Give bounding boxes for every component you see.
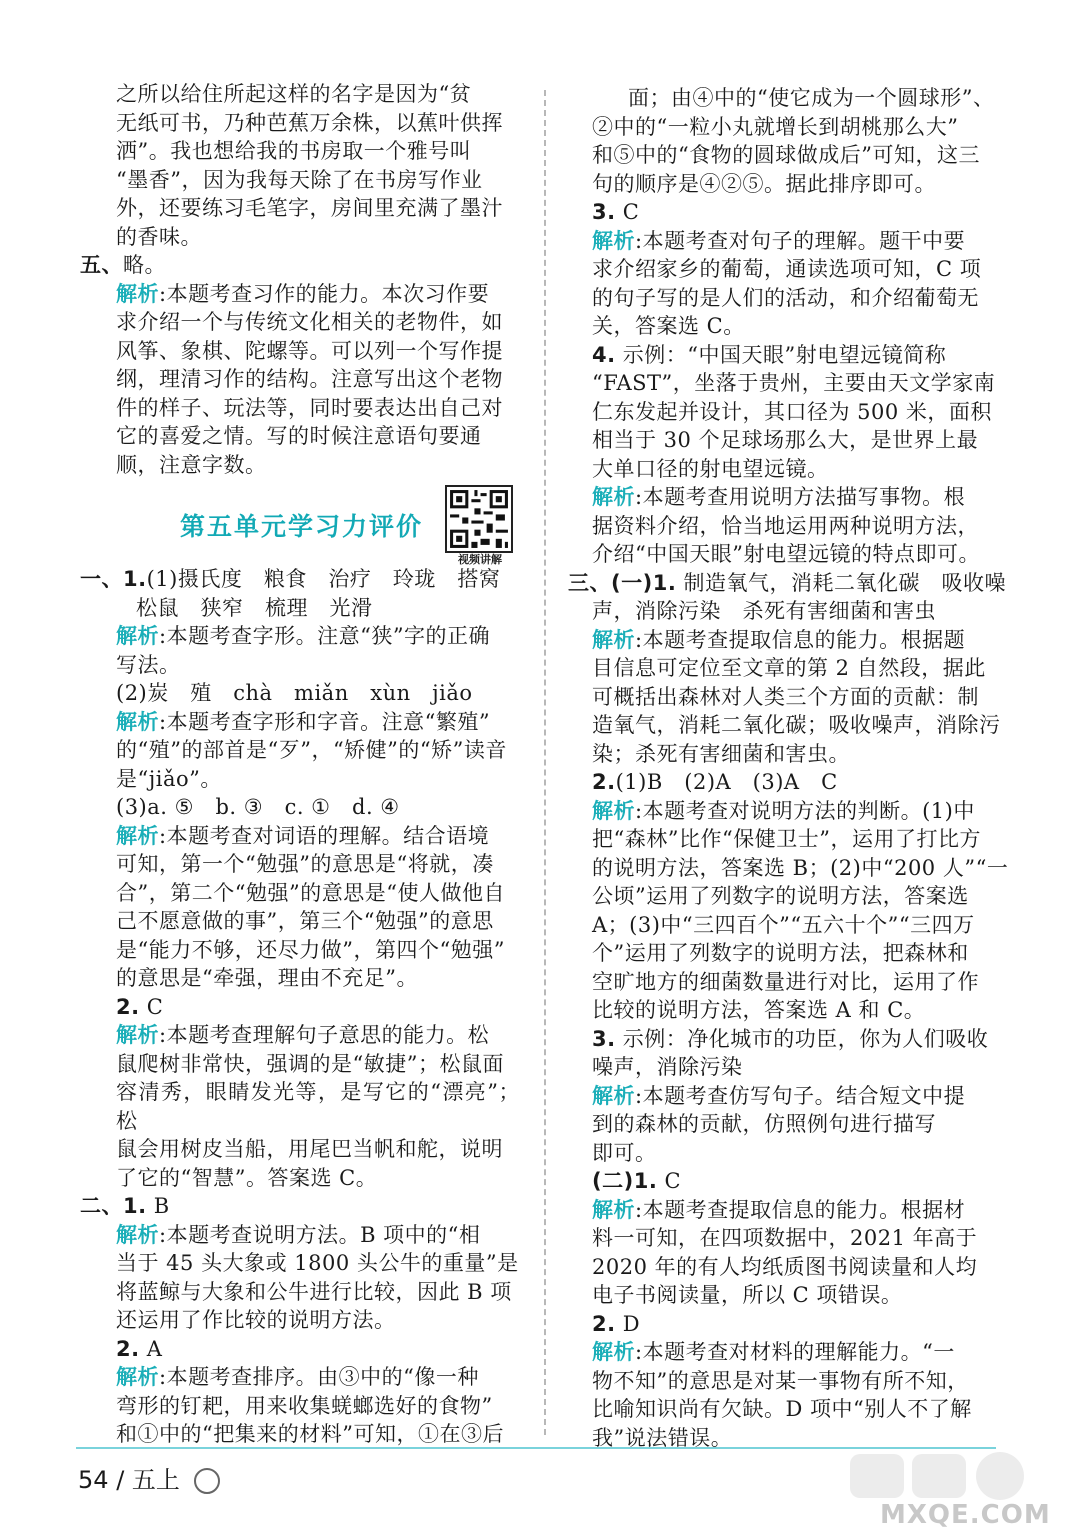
analysis-tag: 解析 <box>116 1222 159 1247</box>
unit-heading <box>80 485 520 566</box>
text-line: 鼠会用树皮当船，用尾巴当帆和舵，说明 <box>116 1137 503 1161</box>
answer-text: C <box>622 200 640 224</box>
text-line: 2020 年的有人均纸质图书阅读量和人均 <box>592 1254 978 1279</box>
answer-line: (3)a. ⑤ b. ③ c. ① d. ④ <box>116 795 400 819</box>
question-number: 2. <box>116 994 140 1019</box>
q2-line <box>80 1335 520 1364</box>
section-two-line <box>80 1192 520 1221</box>
text-line: 的“殖”的部首是“歹”，“矫健”的“矫”读音 <box>116 738 507 762</box>
analysis-tag: 解析 <box>592 798 635 823</box>
analysis-text: 本题考查对说明方法的判断。(1)中 <box>642 798 975 823</box>
text-line: 风筝、象棋、陀螺等。可以列一个写作提 <box>116 338 503 363</box>
colon: : <box>635 485 643 509</box>
text-line: 可概括出森林对人类三个方面的贡献：制 <box>592 684 979 709</box>
text-line: 公顷”运用了列数字的说明方法，答案选 <box>592 884 969 908</box>
analysis-tag: 解析 <box>592 1083 635 1108</box>
footer-separator: / <box>116 1466 125 1494</box>
text-line: 相当于 30 个足球场那么大，是世界上最 <box>592 428 979 452</box>
question-number: 2. <box>116 1336 140 1361</box>
section-three-line <box>568 569 1010 598</box>
unit-title: 第五单元学习力评价 <box>180 512 424 541</box>
answer-text: 示例：“中国天眼”射电望远镜简称 <box>622 342 947 367</box>
q1-1-line <box>80 565 520 594</box>
text-line: 件的样子、玩法等，同时要表达出自己对 <box>116 395 503 420</box>
text-line: 洒”。我也想给我的书房取一个雅号叫 <box>116 139 472 163</box>
analysis-line <box>80 1021 520 1050</box>
text-line: 比喻知识尚有欠缺。D 项中“别人不了解 <box>592 1397 972 1421</box>
colon: : <box>635 228 643 253</box>
analysis-line <box>592 1338 1010 1367</box>
text-line: 将蓝鲸与大象和公牛进行比较，因此 B 项 <box>116 1279 512 1304</box>
grade-label: 五上 <box>131 1466 180 1494</box>
colon: : <box>159 1222 167 1247</box>
text-line: 电子书阅读量，所以 C 项错误。 <box>592 1283 903 1307</box>
left-column <box>80 80 520 1449</box>
text-line: 当于 45 头大象或 1800 头公牛的重量”是 <box>116 1251 519 1275</box>
answer-text: (1)B (2)A (3)A C <box>615 770 838 794</box>
s3q2-line <box>592 768 1010 797</box>
question-number: 2. <box>592 1311 616 1336</box>
answer-text: D <box>622 1311 641 1336</box>
text-line: 可知，第一个“勉强”的意思是“将就，凑 <box>116 852 494 876</box>
text-line: 大单口径的射电望远镜。 <box>592 456 829 481</box>
text-line: 据资料介绍，恰当地运用两种说明方法， <box>592 513 979 538</box>
text-line: “FAST”，坐落于贵州，主要由天文学家南 <box>592 371 996 395</box>
text-line: 噪声，消除污染 <box>592 1055 743 1079</box>
q2-line <box>80 993 520 1022</box>
analysis-text: 本题考查习作的能力。本次习作要 <box>166 281 490 306</box>
text-line: 鼠爬树非常快，强调的是“敏捷”；松鼠面 <box>116 1051 504 1076</box>
analysis-tag: 解析 <box>592 228 635 253</box>
text-line: 了它的“智慧”。答案选 C。 <box>116 1165 378 1190</box>
analysis-tag: 解析 <box>116 281 159 306</box>
text-line: 我”说法错误。 <box>592 1425 733 1450</box>
text-line: 写法。 <box>116 652 181 677</box>
analysis-text: 本题考查字形。注意“狭”字的正确 <box>166 624 491 648</box>
text-line: 顺，注意字数。 <box>116 452 267 477</box>
text-line: 声，消除污染 杀死有害细菌和害虫 <box>592 599 936 623</box>
edition-badge-icon <box>194 1468 220 1494</box>
analysis-line <box>592 483 1010 512</box>
answer-text: C <box>664 1169 682 1193</box>
text-line: 求介绍家乡的葡萄，通读选项可知，C 项 <box>592 257 982 281</box>
text-line: 松鼠 狭窄 梳理 光滑 <box>136 595 373 620</box>
question-number: 4. <box>592 342 616 367</box>
analysis-text: 本题考查说明方法。B 项中的“相 <box>166 1222 481 1247</box>
qr-caption: 视频讲解 <box>458 553 502 566</box>
question-number: 1. <box>633 1169 658 1193</box>
answer-text: 示例：净化城市的功臣，你为人们吸收 <box>622 1026 989 1051</box>
text-line: 染；杀死有害细菌和害虫。 <box>592 741 850 766</box>
question-number: 1. <box>123 1194 147 1218</box>
text-line: 的意思是“牵强，理由不充足”。 <box>116 966 418 990</box>
section-label: 一、 <box>80 567 123 591</box>
analysis-text: 本题考查对句子的理解。题干中要 <box>642 228 966 253</box>
analysis-line <box>592 797 1010 826</box>
question-number: 3. <box>592 200 616 224</box>
text-line: 己不愿意做的事”，第三个“勉强”的意思 <box>116 909 494 933</box>
answer-text: 制造氧气，消耗二氧化碳 吸收噪 <box>683 570 1006 595</box>
text-line: 外，还要练习毛笔字，房间里充满了墨汁 <box>116 196 503 220</box>
colon: : <box>159 624 167 648</box>
text-line: 还运用了作比较的说明方法。 <box>116 1308 396 1332</box>
column-divider <box>544 90 546 1435</box>
text-line: 容清秀，眼睛发光等，是写它的“漂亮”；松 <box>116 1080 520 1133</box>
analysis-line <box>592 1082 1010 1111</box>
analysis-line <box>592 227 1010 256</box>
analysis-tag: 解析 <box>592 1340 635 1364</box>
answer-text: (1)摄氏度 粮食 治疗 玲珑 搭窝 <box>146 567 501 591</box>
section-label: 三、 <box>568 570 611 595</box>
analysis-text: 本题考查提取信息的能力。根据题 <box>642 627 966 652</box>
s3b1-line <box>592 1167 1010 1196</box>
qr-code-icon[interactable] <box>445 485 513 553</box>
analysis-text: 本题考查用说明方法描写事物。根 <box>642 485 966 509</box>
text-line: 句的顺序是④②⑤。据此排序即可。 <box>592 171 936 196</box>
question-number: 3. <box>592 1026 616 1051</box>
page-footer <box>78 1460 220 1495</box>
colon: : <box>635 1083 643 1108</box>
analysis-tag: 解析 <box>116 709 159 734</box>
question-number: 1. <box>123 567 147 591</box>
analysis-text: 本题考查字形和字音。注意“繁殖” <box>166 709 491 734</box>
text-line: 空旷地方的细菌数量进行对比，运用了作 <box>592 969 979 994</box>
text-line: 合”，第二个“勉强”的意思是“使人做他自 <box>116 880 505 905</box>
q3-line <box>592 198 1010 227</box>
colon: : <box>635 1340 643 1364</box>
question-number: 2. <box>592 770 616 794</box>
text-line: 料一可知，在四项数据中，2021 年高于 <box>592 1226 978 1250</box>
text-line: 关，答案选 C。 <box>592 314 745 338</box>
q4-line <box>592 341 1010 370</box>
colon: : <box>159 1023 167 1047</box>
text-line: 和⑤中的“食物的圆球做成后”可知，这三 <box>592 143 980 167</box>
analysis-tag: 解析 <box>116 1023 159 1047</box>
text-line: 是“jiǎo”。 <box>116 766 222 791</box>
analysis-tag: 解析 <box>592 1197 635 1222</box>
analysis-text: 本题考查对材料的理解能力。“一 <box>642 1340 955 1364</box>
section-five <box>80 251 520 280</box>
analysis-line <box>80 822 520 851</box>
section-label: 二、 <box>80 1194 123 1218</box>
colon: : <box>635 798 643 823</box>
subsection-label: (一) <box>611 570 653 595</box>
answer-text: B <box>153 1194 170 1218</box>
text-line: 它的喜爱之情。写的时候注意语句要通 <box>116 424 482 448</box>
page-number: 54 <box>78 1466 109 1494</box>
colon: : <box>635 627 643 652</box>
text-line: 面；由④中的“使它成为一个圆球形”、 <box>628 86 995 110</box>
colon: : <box>159 1365 167 1389</box>
text-line: 造氧气，消耗二氧化碳；吸收噪声，消除污 <box>592 713 1001 737</box>
colon: : <box>159 281 167 306</box>
section-label: 五、 <box>80 253 123 277</box>
text-line: 是“能力不够，还尽力做”，第四个“勉强” <box>116 937 505 962</box>
answer-text: A <box>146 1336 163 1361</box>
analysis-tag: 解析 <box>592 627 635 652</box>
text-line: 到的森林的贡献，仿照例句进行描写 <box>592 1112 936 1136</box>
text-line: “墨香”，因为我每天除了在书房写作业 <box>116 167 483 192</box>
answer-text: C <box>146 994 164 1019</box>
answer-text: 略。 <box>123 253 166 277</box>
analysis-line <box>80 1221 520 1250</box>
text-line: 之所以给住所起这样的名字是因为“贫 <box>116 82 472 106</box>
text-line: 物不知”的意思是对某一事物有所不知， <box>592 1368 969 1393</box>
text-line: 和①中的“把集来的材料”可知，①在③后 <box>116 1422 504 1446</box>
colon: : <box>159 823 167 848</box>
colon: : <box>635 1197 643 1222</box>
text-line: 仁东发起并设计，其口径为 500 米，面积 <box>592 399 992 424</box>
text-line: 个”运用了列数字的说明方法，把森林和 <box>592 941 969 965</box>
text-line: 无纸可书，乃种芭蕉万余株，以蕉叶供挥 <box>116 110 503 135</box>
analysis-text: 本题考查对词语的理解。结合语境 <box>166 823 490 848</box>
text-line: 的香味。 <box>116 224 202 249</box>
text-line: 弯形的钉耙，用来收集蜣螂选好的食物” <box>116 1393 493 1418</box>
right-column <box>568 84 1010 1452</box>
text-line: 的说明方法，答案选 B；(2)中“200 人”“一 <box>592 855 1009 880</box>
text-line: 目信息可定位至文章的第 2 自然段，据此 <box>592 656 986 680</box>
question-number: 1. <box>652 570 677 595</box>
analysis-text: 本题考查提取信息的能力。根据材 <box>642 1197 966 1222</box>
text-line: 的句子写的是人们的活动，和介绍葡萄无 <box>592 285 979 310</box>
watermark-text: MXQE.COM <box>880 1500 1051 1530</box>
analysis-tag: 解析 <box>592 485 635 509</box>
analysis-line <box>80 622 520 651</box>
analysis-line <box>592 1196 1010 1225</box>
colon: : <box>159 709 167 734</box>
s3b2-line <box>592 1310 1010 1339</box>
text-line: 比较的说明方法，答案选 A 和 C。 <box>592 998 926 1022</box>
text-line: 介绍“中国天眼”射电望远镜的特点即可。 <box>592 542 980 566</box>
subsection-label: (二) <box>592 1169 634 1193</box>
analysis-line <box>592 626 1010 655</box>
s3q3-line <box>592 1025 1010 1054</box>
analysis-line <box>80 1363 520 1392</box>
analysis-tag: 解析 <box>116 1365 159 1389</box>
text-line: A；(3)中“三四百个”“五六十个”“三四万 <box>592 912 975 937</box>
analysis-tag: 解析 <box>116 624 159 648</box>
text-line: 即可。 <box>592 1140 657 1165</box>
analysis-tag: 解析 <box>116 823 159 848</box>
analysis-text: 本题考查理解句子意思的能力。松 <box>166 1023 490 1047</box>
text-line: 把“森林”比作“保健卫士”，运用了打比方 <box>592 827 981 851</box>
answer-line: (2)炭 殖 chà miǎn xùn jiǎo <box>116 681 473 705</box>
text-line: ②中的“一粒小丸就增长到胡桃那么大” <box>592 114 959 139</box>
analysis-line <box>80 708 520 737</box>
analysis-line <box>80 280 520 309</box>
analysis-text: 本题考查排序。由③中的“像一种 <box>166 1365 479 1389</box>
text-line: 纲，理清习作的结构。注意写出这个老物 <box>116 367 503 391</box>
text-line: 求介绍一个与传统文化相关的老物件，如 <box>116 310 503 334</box>
analysis-text: 本题考查仿写句子。结合短文中提 <box>642 1083 966 1108</box>
